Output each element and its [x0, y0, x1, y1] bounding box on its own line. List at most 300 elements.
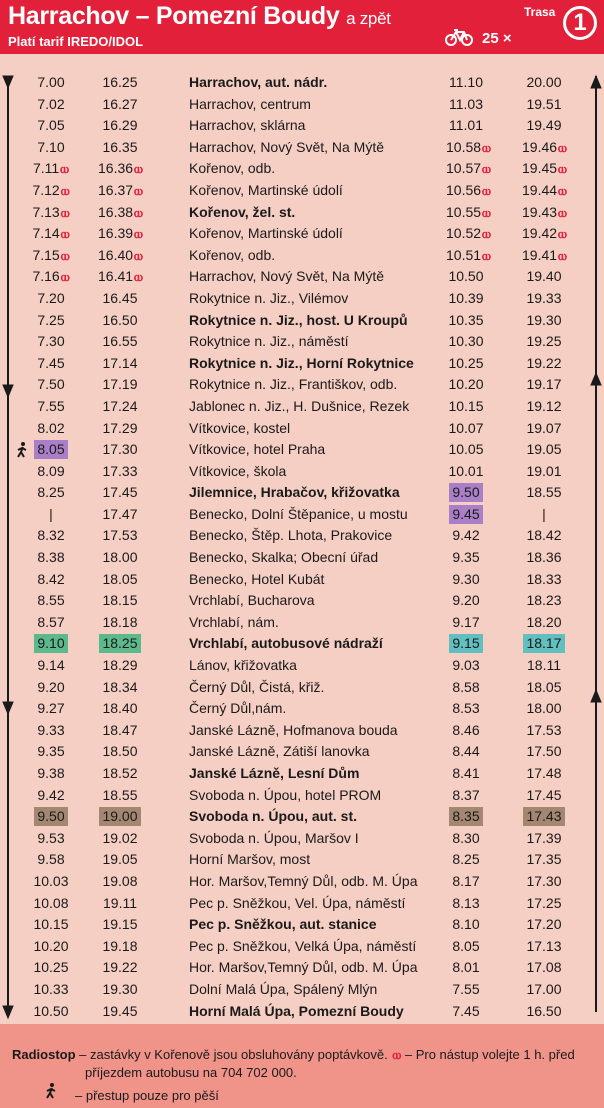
time-cell	[32, 914, 70, 936]
time-text: 9.20	[452, 592, 480, 609]
time-text: 9.10	[34, 634, 67, 653]
time-text: 17.00	[526, 980, 562, 997]
time-cell	[32, 202, 70, 224]
radiostop-icon: ⲱ	[60, 247, 70, 263]
time-cell	[98, 785, 142, 807]
time-text: 16.29	[102, 117, 138, 134]
time-text: 19.01	[526, 462, 562, 479]
time-cell	[32, 461, 70, 483]
time-text: 7.16	[32, 268, 60, 285]
time-cell	[446, 1001, 486, 1023]
stop-text: Vrchlabí, Bucharova	[189, 592, 315, 609]
stop-text: Benecko, Hotel Kubát	[189, 570, 325, 587]
time-text: 17.43	[523, 807, 564, 826]
stop-name	[189, 1001, 404, 1023]
time-cell	[98, 439, 142, 461]
radiostop-icon: ⲱ	[60, 182, 70, 198]
time-text: 17.20	[526, 916, 562, 933]
stop-text: Vrchlabí, nám.	[189, 613, 279, 630]
walking-person-icon	[15, 442, 29, 458]
time-text: 19.05	[102, 851, 138, 868]
time-cell	[446, 741, 486, 763]
time-cell	[32, 310, 70, 332]
time-text: 19.51	[526, 95, 562, 112]
time-cell	[446, 720, 486, 742]
time-cell	[446, 590, 486, 612]
time-cell	[522, 331, 566, 353]
stop-name	[189, 633, 383, 655]
header	[0, 0, 604, 54]
time-text: 16.50	[102, 311, 138, 328]
time-text: 19.45	[522, 160, 558, 177]
time-cell	[446, 396, 486, 418]
stop-text: Jablonec n. Jiz., H. Dušnice, Rezek	[189, 397, 410, 414]
stop-text: Pec p. Sněžkou, Vel. Úpa, náměstí	[189, 894, 406, 911]
time-text: 8.53	[452, 700, 480, 717]
time-cell	[522, 310, 566, 332]
time-cell	[446, 698, 486, 720]
time-cell	[522, 158, 566, 180]
time-text: 10.03	[33, 872, 69, 889]
stop-text: Janské Lázně, Lesní Dům	[189, 765, 360, 781]
time-cell	[522, 655, 566, 677]
stop-text: Kořenov, Martinské údolí	[189, 225, 343, 242]
time-cell	[32, 677, 70, 699]
time-text: 9.35	[452, 549, 480, 566]
stop-text: Benecko, Dolní Štěpanice, u mostu	[189, 505, 408, 522]
time-cell	[32, 871, 70, 893]
time-cell	[446, 72, 486, 94]
radiostop-icon: ⲱ	[558, 226, 567, 242]
time-cell	[32, 180, 70, 202]
time-text: 19.15	[102, 916, 138, 933]
table-row	[0, 893, 604, 915]
time-cell	[522, 115, 566, 137]
time-cell	[522, 202, 566, 224]
stop-text: Svoboda n. Úpou, Maršov I	[189, 829, 359, 846]
stop-name	[189, 590, 315, 612]
time-cell	[446, 288, 486, 310]
time-cell	[522, 180, 566, 202]
time-text: 7.55	[452, 980, 480, 997]
time-cell	[32, 331, 70, 353]
time-cell	[32, 396, 70, 418]
time-cell	[98, 266, 142, 288]
time-cell	[522, 698, 566, 720]
time-cell	[98, 115, 142, 137]
table-row	[0, 914, 604, 936]
time-cell	[446, 655, 486, 677]
time-text: 18.00	[526, 700, 562, 717]
time-text: 10.15	[33, 916, 69, 933]
time-cell	[98, 828, 142, 850]
time-cell	[522, 936, 566, 958]
stop-name	[189, 698, 286, 720]
time-cell	[446, 569, 486, 591]
bike-count: 25 ×	[482, 30, 512, 47]
time-text: 18.05	[526, 678, 562, 695]
table-row	[0, 180, 604, 202]
stop-text: Horní Malá Úpa, Pomezní Boudy	[189, 1002, 404, 1019]
time-text: 19.08	[102, 872, 138, 889]
stop-name	[189, 94, 311, 116]
time-cell	[98, 677, 142, 699]
time-cell	[446, 547, 486, 569]
timetable	[0, 72, 604, 1022]
time-cell	[522, 785, 566, 807]
time-cell	[98, 310, 142, 332]
time-text: 10.20	[33, 937, 69, 954]
time-text: |	[542, 505, 546, 522]
time-cell	[522, 871, 566, 893]
time-cell	[32, 223, 70, 245]
time-text: 8.42	[37, 570, 65, 587]
time-text: 16.39	[98, 225, 134, 242]
stop-name	[189, 310, 408, 332]
table-row	[0, 266, 604, 288]
time-cell	[522, 525, 566, 547]
table-row	[0, 331, 604, 353]
time-cell	[32, 158, 70, 180]
time-text: 8.09	[37, 462, 65, 479]
time-cell	[446, 979, 486, 1001]
table-row	[0, 396, 604, 418]
time-text: 19.46	[522, 138, 558, 155]
time-cell	[446, 525, 486, 547]
time-text: 17.30	[102, 441, 138, 458]
walk-note: – přestup pouze pro pěší	[75, 1088, 219, 1103]
time-cell	[446, 806, 486, 828]
time-text: 10.07	[448, 419, 484, 436]
time-cell	[446, 936, 486, 958]
time-text: 9.33	[37, 721, 65, 738]
time-cell	[522, 288, 566, 310]
time-text: 19.45	[102, 1002, 138, 1019]
time-text: 7.02	[37, 95, 65, 112]
time-text: 18.20	[526, 613, 562, 630]
time-cell	[32, 655, 70, 677]
time-text: 7.45	[452, 1002, 480, 1019]
time-text: 9.53	[37, 829, 65, 846]
time-cell	[32, 763, 70, 785]
time-cell	[32, 245, 70, 267]
time-cell	[98, 741, 142, 763]
time-text: 18.50	[102, 743, 138, 760]
time-text: 7.00	[37, 74, 65, 90]
table-row	[0, 677, 604, 699]
table-row	[0, 979, 604, 1001]
time-text: 10.57	[446, 160, 482, 177]
stop-name	[189, 806, 357, 828]
time-text: 7.50	[37, 376, 65, 393]
stop-name	[189, 828, 359, 850]
stop-name	[189, 137, 384, 159]
time-text: 16.38	[98, 203, 134, 220]
stop-text: Harrachov, sklárna	[189, 117, 306, 134]
time-text: 7.25	[37, 311, 65, 328]
radiostop-icon: ⲱ	[558, 247, 567, 263]
time-text: 8.25	[452, 851, 480, 868]
time-text: 9.17	[452, 613, 480, 630]
time-cell	[32, 1001, 70, 1023]
time-text: 16.50	[526, 1002, 562, 1019]
stop-text: Svoboda n. Úpou, hotel PROM	[189, 786, 382, 803]
time-text: 7.14	[32, 225, 60, 242]
time-cell	[98, 482, 142, 504]
stop-text: Vrchlabí, autobusové nádraží	[189, 635, 383, 652]
stop-name	[189, 72, 327, 94]
table-row	[0, 137, 604, 159]
time-text: 10.01	[448, 462, 484, 479]
time-cell	[98, 720, 142, 742]
time-cell	[32, 353, 70, 375]
stop-name	[189, 396, 409, 418]
table-row	[0, 590, 604, 612]
table-row	[0, 785, 604, 807]
table-row	[0, 504, 604, 526]
table-row	[0, 461, 604, 483]
time-cell	[522, 266, 566, 288]
stop-name	[189, 849, 310, 871]
table-row	[0, 418, 604, 440]
time-text: 8.01	[452, 959, 480, 976]
stop-text: Lánov, křižovatka	[189, 657, 297, 674]
time-cell	[446, 115, 486, 137]
time-text: 16.37	[98, 181, 134, 198]
time-text: 18.55	[526, 484, 562, 501]
table-row	[0, 957, 604, 979]
time-cell	[522, 720, 566, 742]
time-text: 9.14	[37, 657, 65, 674]
time-text: 8.30	[452, 829, 480, 846]
time-cell	[522, 547, 566, 569]
stop-text: Černý Důl, Čistá, křiž.	[189, 678, 325, 695]
time-text: 7.15	[32, 246, 60, 263]
stop-text: Pec p. Sněžkou, Velká Úpa, náměstí	[189, 937, 417, 954]
table-row	[0, 374, 604, 396]
time-cell	[446, 439, 486, 461]
stop-text: Kořenov, žel. st.	[189, 203, 296, 220]
time-text: 9.30	[452, 570, 480, 587]
stop-name	[189, 461, 286, 483]
radiostop-icon: ⲱ	[482, 247, 491, 263]
radiostop-icon: ⲱ	[392, 1047, 402, 1062]
time-text: 10.39	[448, 289, 484, 306]
time-cell	[32, 418, 70, 440]
time-cell	[32, 936, 70, 958]
time-text: 8.17	[452, 872, 480, 889]
time-text: 10.25	[33, 959, 69, 976]
table-row	[0, 763, 604, 785]
time-cell	[98, 612, 142, 634]
time-text: 19.18	[102, 937, 138, 954]
time-cell	[98, 569, 142, 591]
table-row	[0, 525, 604, 547]
stop-name	[189, 569, 324, 591]
time-text: 19.30	[102, 980, 138, 997]
table-row	[0, 202, 604, 224]
time-text: 17.29	[102, 419, 138, 436]
stop-name	[189, 936, 416, 958]
time-text: 8.05	[34, 440, 67, 459]
time-cell	[98, 223, 142, 245]
time-text: 9.45	[449, 505, 482, 524]
stop-name	[189, 525, 392, 547]
table-row	[0, 288, 604, 310]
time-cell	[98, 893, 142, 915]
time-cell	[446, 612, 486, 634]
stop-name	[189, 115, 305, 137]
tarif-note: Platí tarif IREDO/IDOL	[8, 34, 144, 49]
time-cell	[98, 1001, 142, 1023]
time-cell	[98, 547, 142, 569]
radiostop-icon: ⲱ	[134, 247, 143, 263]
time-text: 18.18	[102, 613, 138, 630]
time-cell	[522, 396, 566, 418]
table-row	[0, 849, 604, 871]
radiostop-icon: ⲱ	[134, 226, 143, 242]
time-cell	[98, 180, 142, 202]
stop-text: Kořenov, odb.	[189, 246, 276, 263]
time-text: 19.41	[522, 246, 558, 263]
time-cell	[98, 698, 142, 720]
time-text: 18.52	[102, 765, 138, 781]
time-text: 9.58	[37, 851, 65, 868]
radiostop-phone: příjezdem autobusu na 704 702 000.	[85, 1065, 297, 1080]
time-cell	[98, 763, 142, 785]
time-text: 9.03	[452, 657, 480, 674]
time-cell	[32, 698, 70, 720]
time-text: 17.33	[102, 462, 138, 479]
time-cell	[32, 828, 70, 850]
route-title	[8, 2, 391, 31]
time-text: 9.38	[37, 765, 65, 781]
radiostop-text-2: – Pro nástup volejte 1 h. před	[401, 1047, 575, 1062]
time-cell	[446, 158, 491, 180]
time-text: 10.50	[448, 268, 484, 285]
time-text: 18.42	[526, 527, 562, 544]
stop-text: Kořenov, odb.	[189, 160, 276, 177]
time-cell	[32, 482, 70, 504]
time-text: 10.08	[33, 894, 69, 911]
time-text: 18.00	[102, 549, 138, 566]
table-row	[0, 633, 604, 655]
time-cell	[32, 115, 70, 137]
time-cell	[98, 849, 142, 871]
time-text: 7.13	[32, 203, 60, 220]
stop-text: Vítkovice, hotel Praha	[189, 441, 326, 458]
time-cell	[522, 461, 566, 483]
time-text: 17.14	[102, 354, 138, 371]
time-cell	[32, 893, 70, 915]
time-cell	[446, 310, 486, 332]
time-cell	[522, 633, 566, 655]
time-text: 17.53	[526, 721, 562, 738]
stop-name	[189, 158, 275, 180]
table-row	[0, 310, 604, 332]
time-cell	[32, 547, 70, 569]
time-text: 17.45	[102, 484, 138, 501]
stop-name	[189, 331, 349, 353]
stop-name	[189, 979, 377, 1001]
time-cell	[32, 785, 70, 807]
time-text: 7.55	[37, 397, 65, 414]
stop-name	[189, 374, 397, 396]
time-text: 9.20	[37, 678, 65, 695]
time-text: 16.25	[102, 74, 138, 90]
stop-text: Benecko, Skalka; Obecní úřad	[189, 549, 379, 566]
radiostop-icon: ⲱ	[558, 161, 567, 177]
table-row	[0, 94, 604, 116]
time-text: 16.45	[102, 289, 138, 306]
stop-name	[189, 763, 359, 785]
time-text: 20.00	[526, 74, 562, 90]
table-row	[0, 115, 604, 137]
time-text: 9.50	[34, 807, 67, 826]
table-row	[0, 655, 604, 677]
stop-text: Kořenov, Martinské údolí	[189, 181, 343, 198]
table-row	[0, 1001, 604, 1023]
stop-name	[189, 547, 378, 569]
time-cell	[446, 137, 491, 159]
time-text: 18.40	[102, 700, 138, 717]
table-row	[0, 612, 604, 634]
time-cell	[32, 806, 70, 828]
time-text: 10.58	[446, 138, 482, 155]
table-row	[0, 741, 604, 763]
time-text: 10.52	[446, 225, 482, 242]
time-text: 8.41	[452, 765, 480, 781]
time-text: 8.13	[452, 894, 480, 911]
table-row	[0, 936, 604, 958]
time-cell	[446, 461, 486, 483]
time-text: 11.03	[449, 95, 483, 112]
radiostop-icon: ⲱ	[134, 204, 143, 220]
time-cell	[98, 979, 142, 1001]
time-text: 19.12	[526, 397, 562, 414]
table-row	[0, 720, 604, 742]
time-cell	[522, 569, 566, 591]
time-text: 16.36	[98, 160, 134, 177]
stop-name	[189, 223, 343, 245]
time-text: 8.38	[37, 549, 65, 566]
time-text: 9.35	[37, 743, 65, 760]
time-cell	[522, 223, 566, 245]
stop-text: Vítkovice, škola	[189, 462, 287, 479]
time-cell	[32, 569, 70, 591]
time-cell	[32, 590, 70, 612]
time-text: 18.34	[102, 678, 138, 695]
time-text: 10.55	[446, 203, 482, 220]
time-cell	[522, 741, 566, 763]
time-cell	[98, 288, 142, 310]
stop-name	[189, 871, 417, 893]
time-text: 16.35	[102, 138, 138, 155]
time-text: 10.56	[446, 181, 482, 198]
time-cell	[32, 633, 70, 655]
stop-name	[189, 893, 405, 915]
stop-text: Svoboda n. Úpou, aut. st.	[189, 808, 357, 825]
stop-text: Jilemnice, Hrabačov, křižovatka	[189, 484, 400, 501]
time-text: 10.05	[448, 441, 484, 458]
time-text: 17.50	[526, 743, 562, 760]
stop-name	[189, 504, 408, 526]
time-text: 17.30	[526, 872, 562, 889]
time-cell	[446, 914, 486, 936]
stop-text: Dolní Malá Úpa, Spálený Mlýn	[189, 980, 378, 997]
time-text: 11.01	[449, 117, 483, 134]
time-cell	[522, 849, 566, 871]
